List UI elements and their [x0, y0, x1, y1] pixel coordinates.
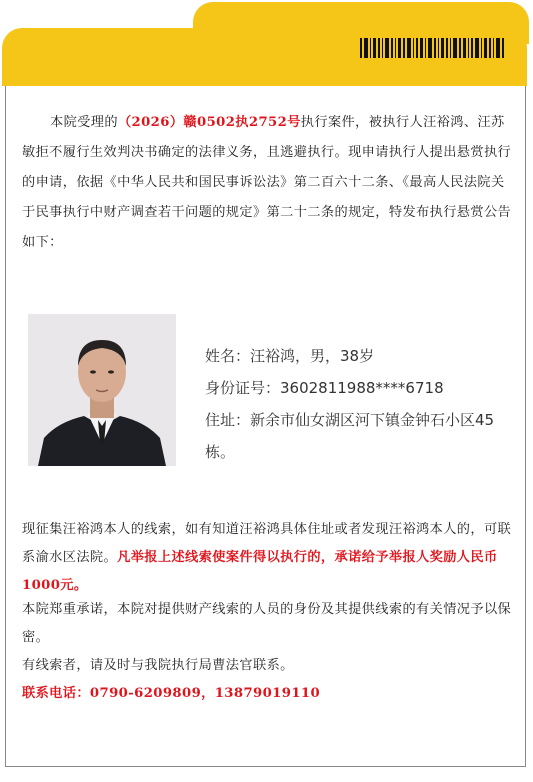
contact-phone: 联系电话：0790-6209809，13879019110 — [22, 686, 321, 701]
intro-paragraph — [22, 108, 512, 258]
intro-lead: 本院受理的 — [50, 115, 118, 130]
contact-note: 有线索者，请及时与我院执行局曹法官联系。 — [22, 658, 294, 673]
person-id: 身份证号：3602811988****6718 — [205, 379, 444, 397]
clue-lead: 现征集汪裕鸿本人的线索，如有知道汪裕鸿具体住址或者发现汪裕鸿本人的，可联系渝水区法院。 — [22, 522, 512, 565]
person-name: 姓名：汪裕鸿，男，38岁 — [205, 347, 375, 365]
case-number: （2026）赣0502执2752号 — [117, 115, 301, 130]
intro-rest: 执行案件，被执行人汪裕鸿、汪苏敏拒不履行生效判决书确定的法律义务，且逃避执行。现申请执行人提出悬赏执行的申请，依据《中华人民共和国民事诉讼法》第二百六十二条、《最高人民法院关于民事执行中财产调查若干问题的规定》第二十二条的规定，特发布执行悬赏公告如下： — [22, 115, 512, 250]
person-photo — [28, 314, 176, 466]
reward-text: 凡举报上述线索使案件得以执行的，承诺给予举报人奖励人民币1000元。 — [22, 550, 498, 593]
barcode-icon — [360, 38, 510, 58]
person-address: 住址：新余市仙女湖区河下镇金钟石小区45栋。 — [205, 411, 495, 461]
person-info — [205, 340, 505, 468]
promise-paragraph: 本院郑重承诺，本院对提供财产线索的人员的身份及其提供线索的有关情况予以保密。 — [22, 602, 512, 645]
clue-paragraph — [22, 516, 516, 600]
